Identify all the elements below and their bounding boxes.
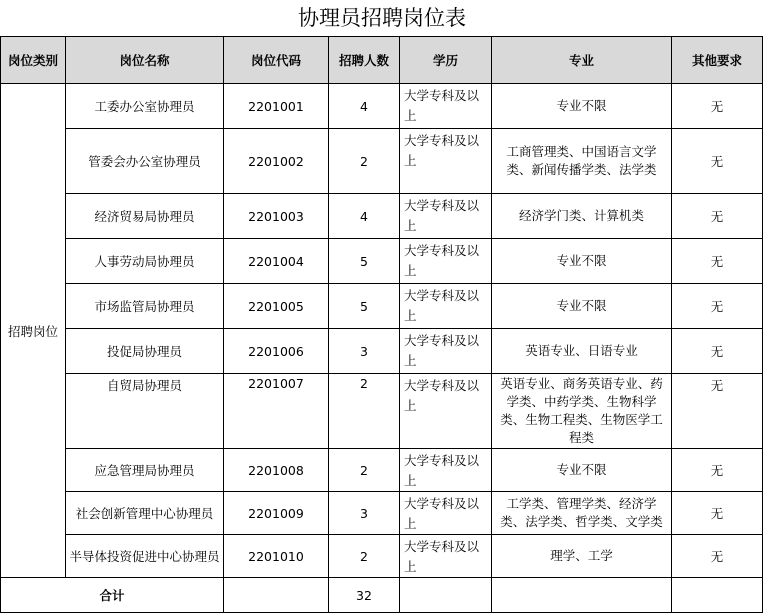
other-requirement: 无	[672, 374, 763, 449]
header-count: 招聘人数	[329, 37, 400, 84]
hire-count: 3	[329, 329, 400, 374]
other-requirement: 无	[672, 239, 763, 284]
education: 大学专科及以上	[400, 129, 492, 194]
major: 理学、工学	[492, 535, 672, 578]
header-row	[1, 37, 763, 84]
hire-count: 2	[329, 129, 400, 194]
total-label: 合计	[1, 578, 224, 613]
hire-count: 2	[329, 374, 400, 449]
other-requirement: 无	[672, 129, 763, 194]
hire-count: 3	[329, 492, 400, 535]
major: 英语专业、日语专业	[492, 329, 672, 374]
category-cell: 招聘岗位	[1, 84, 66, 578]
major: 专业不限	[492, 284, 672, 329]
table-row	[1, 535, 763, 578]
table-row	[1, 492, 763, 535]
position-name: 自贸局协理员	[66, 374, 224, 449]
other-requirement: 无	[672, 84, 763, 129]
hire-count: 2	[329, 449, 400, 492]
position-code: 2201007	[224, 374, 329, 449]
other-requirement: 无	[672, 535, 763, 578]
table-row	[1, 84, 763, 129]
position-code: 2201008	[224, 449, 329, 492]
header-major: 专业	[492, 37, 672, 84]
position-code: 2201004	[224, 239, 329, 284]
position-code: 2201003	[224, 194, 329, 239]
header-code: 岗位代码	[224, 37, 329, 84]
table-row	[1, 329, 763, 374]
other-requirement: 无	[672, 492, 763, 535]
header-other: 其他要求	[672, 37, 763, 84]
education: 大学专科及以上	[400, 449, 492, 492]
other-requirement: 无	[672, 284, 763, 329]
hire-count: 2	[329, 535, 400, 578]
position-name: 投促局协理员	[66, 329, 224, 374]
major: 经济学门类、计算机类	[492, 194, 672, 239]
recruitment-table	[0, 36, 763, 613]
major: 工商管理类、中国语言文学类、新闻传播学类、法学类	[492, 129, 672, 194]
position-name: 管委会办公室协理员	[66, 129, 224, 194]
header-category: 岗位类别	[1, 37, 66, 84]
hire-count: 5	[329, 284, 400, 329]
education: 大学专科及以上	[400, 239, 492, 284]
table-row	[1, 194, 763, 239]
hire-count: 4	[329, 194, 400, 239]
table-row	[1, 284, 763, 329]
header-name: 岗位名称	[66, 37, 224, 84]
position-name: 社会创新管理中心协理员	[66, 492, 224, 535]
position-code: 2201002	[224, 129, 329, 194]
table-row	[1, 129, 763, 194]
hire-count: 5	[329, 239, 400, 284]
table-row	[1, 239, 763, 284]
total-empty-cell	[224, 578, 329, 613]
major: 英语专业、商务英语专业、药学类、中药学类、生物科学类、生物工程类、生物医学工程类	[492, 374, 672, 449]
education: 大学专科及以上	[400, 374, 492, 449]
education: 大学专科及以上	[400, 535, 492, 578]
table-title: 协理员招聘岗位表	[298, 6, 466, 30]
position-code: 2201010	[224, 535, 329, 578]
education: 大学专科及以上	[400, 492, 492, 535]
other-requirement: 无	[672, 329, 763, 374]
table-row	[1, 374, 763, 449]
major: 专业不限	[492, 84, 672, 129]
major: 专业不限	[492, 239, 672, 284]
total-empty-cell	[492, 578, 672, 613]
education: 大学专科及以上	[400, 194, 492, 239]
position-name: 人事劳动局协理员	[66, 239, 224, 284]
major: 工学类、管理学类、经济学类、法学类、哲学类、文学类	[492, 492, 672, 535]
hire-count: 4	[329, 84, 400, 129]
total-count: 32	[329, 578, 400, 613]
position-name: 经济贸易局协理员	[66, 194, 224, 239]
table-row	[1, 449, 763, 492]
education: 大学专科及以上	[400, 284, 492, 329]
position-code: 2201005	[224, 284, 329, 329]
position-name: 工委办公室协理员	[66, 84, 224, 129]
position-code: 2201006	[224, 329, 329, 374]
total-row	[1, 578, 763, 613]
position-code: 2201001	[224, 84, 329, 129]
total-empty-cell	[400, 578, 492, 613]
position-name: 市场监管局协理员	[66, 284, 224, 329]
total-empty-cell	[672, 578, 763, 613]
position-name: 半导体投资促进中心协理员	[66, 535, 224, 578]
header-education: 学历	[400, 37, 492, 84]
other-requirement: 无	[672, 194, 763, 239]
position-name: 应急管理局协理员	[66, 449, 224, 492]
education: 大学专科及以上	[400, 84, 492, 129]
position-code: 2201009	[224, 492, 329, 535]
other-requirement: 无	[672, 449, 763, 492]
education: 大学专科及以上	[400, 329, 492, 374]
major: 专业不限	[492, 449, 672, 492]
